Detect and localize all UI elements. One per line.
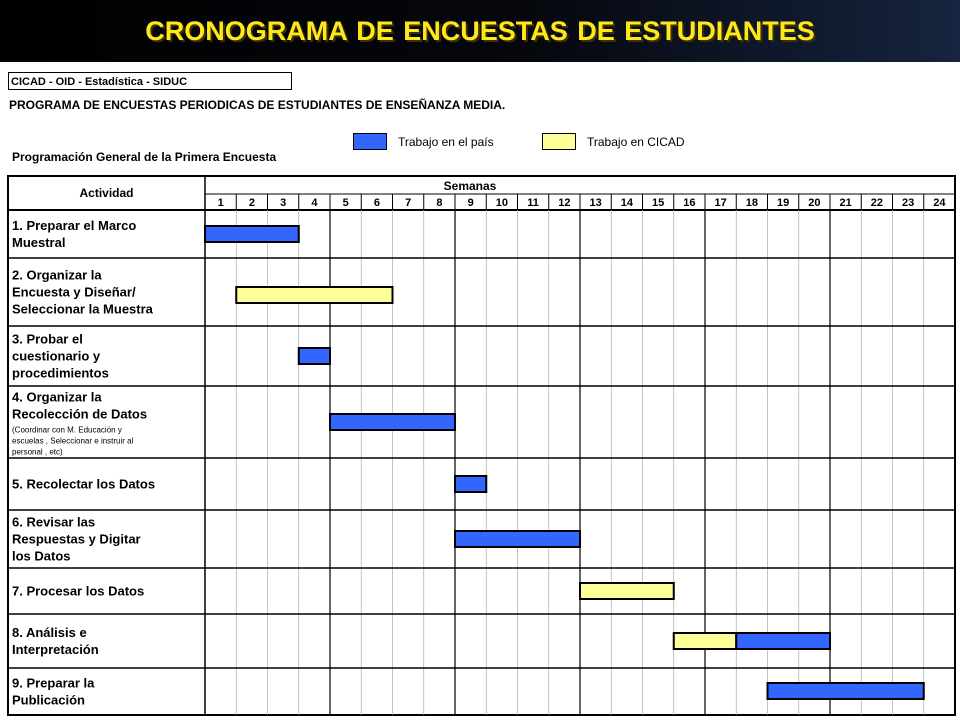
week-label: 18 — [745, 197, 758, 209]
activity-label: 9. Preparar la — [12, 675, 95, 691]
week-label: 11 — [527, 197, 539, 209]
gantt-subtitle: Programación General de la Primera Encuesta — [12, 150, 277, 164]
bar-pais — [455, 476, 486, 492]
bar-pais — [330, 414, 455, 430]
slide-title: CRONOGRAMA DE ENCUESTAS DE ESTUDIANTES — [145, 16, 815, 46]
activity-label: Recolección de Datos — [12, 406, 148, 422]
bar-pais — [736, 633, 830, 649]
activity-label: 6. Revisar las — [12, 514, 96, 530]
weeks-header: Semanas — [443, 179, 497, 193]
activity-label: Respuestas y Digitar — [12, 531, 141, 547]
bar-pais — [299, 348, 330, 364]
activity-note: escuelas , Seleccionar e instruir al — [12, 436, 134, 446]
activity-label: Muestral — [12, 235, 66, 250]
activity-label: 7. Procesar los Datos — [12, 583, 145, 599]
legend-label-pais: Trabajo en el país — [398, 135, 494, 149]
week-label: 23 — [902, 197, 915, 209]
week-label: 3 — [280, 197, 287, 209]
week-label: 1 — [217, 197, 224, 209]
week-label: 6 — [373, 197, 380, 209]
week-label: 12 — [558, 197, 571, 209]
bar-cicad — [674, 633, 737, 649]
activity-label: cuestionario y — [12, 348, 101, 364]
activity-note: personal , etc) — [12, 447, 63, 457]
week-label: 7 — [405, 197, 412, 209]
bar-cicad — [580, 583, 674, 599]
bar-pais — [768, 683, 924, 699]
activity-label: 5. Recolectar los Datos — [12, 476, 156, 492]
activity-label: Publicación — [12, 692, 85, 708]
week-label: 20 — [808, 197, 821, 209]
week-label: 24 — [933, 197, 946, 209]
program-title: PROGRAMA DE ENCUESTAS PERIODICAS DE ESTUDIANTES DE ENSEÑANZA MEDIA. — [9, 98, 506, 112]
week-label: 17 — [714, 197, 727, 209]
bar-pais — [455, 531, 580, 547]
activity-label: los Datos — [12, 548, 71, 564]
week-label: 2 — [248, 197, 255, 209]
activity-header: Actividad — [79, 186, 134, 200]
activity-label: Encuesta y Diseñar/ — [12, 284, 136, 300]
week-label: 15 — [652, 197, 665, 209]
activity-label: 2. Organizar la — [12, 267, 102, 283]
week-label: 9 — [467, 197, 474, 209]
activity-label: 1. Preparar el Marco — [12, 218, 137, 233]
activity-label: Seleccionar la Muestra — [12, 301, 153, 317]
week-label: 16 — [683, 197, 696, 209]
bar-pais — [205, 226, 299, 242]
week-label: 14 — [620, 197, 633, 209]
activity-label: procedimientos — [12, 365, 109, 381]
activity-label: Interpretación — [12, 642, 99, 657]
week-label: 21 — [839, 197, 852, 209]
bar-cicad — [236, 287, 392, 303]
week-label: 22 — [870, 197, 883, 209]
week-label: 5 — [342, 197, 349, 209]
week-label: 8 — [436, 197, 443, 209]
week-label: 10 — [495, 197, 508, 209]
week-label: 13 — [589, 197, 602, 209]
activity-label: 4. Organizar la — [12, 389, 102, 405]
activity-note: (Coordinar con M. Educación y — [12, 425, 122, 435]
activity-label: 8. Análisis e — [12, 625, 87, 640]
activity-label: 3. Probar el — [12, 331, 83, 347]
week-label: 19 — [777, 197, 790, 209]
week-label: 4 — [311, 197, 318, 209]
header-box: CICAD - OID - Estadística - SIDUC — [8, 72, 292, 90]
legend-label-cicad: Trabajo en CICAD — [587, 135, 685, 149]
